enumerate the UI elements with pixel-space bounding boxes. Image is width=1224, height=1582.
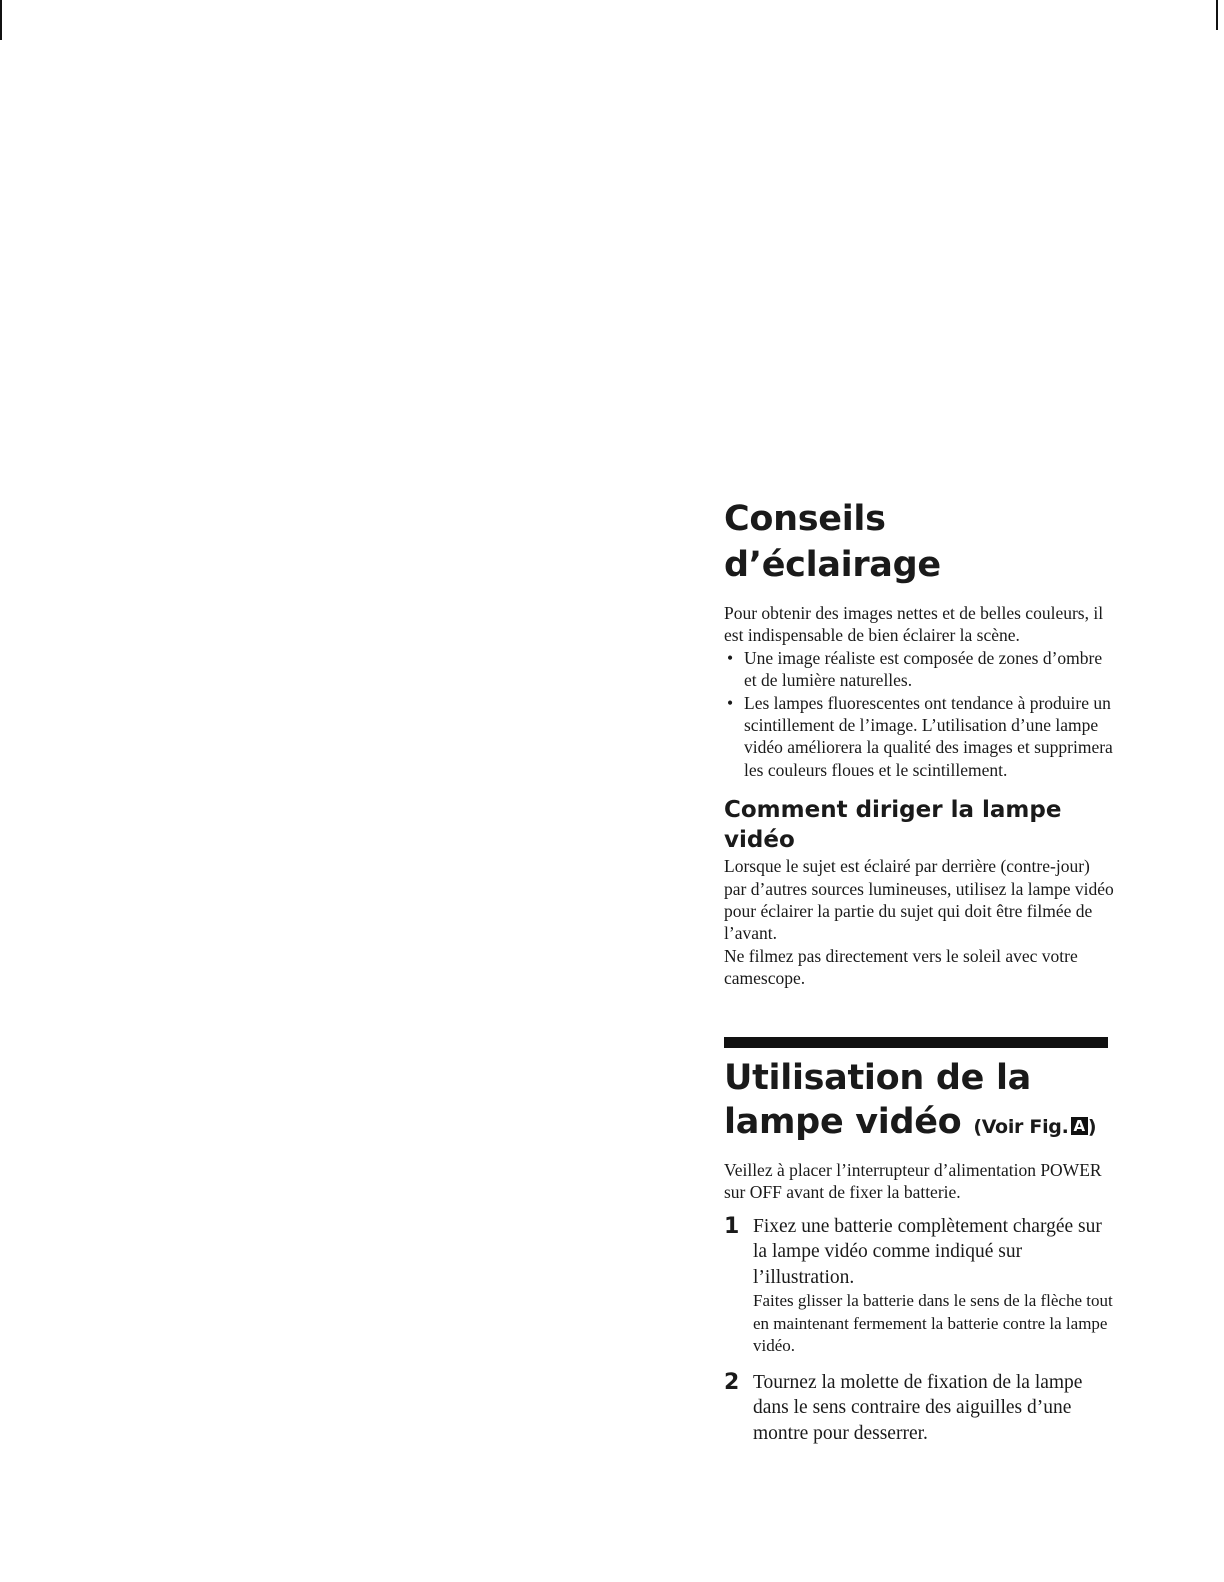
figure-letter-badge: A (1071, 1117, 1088, 1135)
subsection-title-direct-lamp: Comment diriger la lampe vidéo (724, 797, 1062, 854)
steps-list (724, 1214, 1114, 1447)
step-number: 2 (724, 1369, 740, 1395)
section-title-lighting: Conseils d’éclairage (724, 499, 941, 585)
list-item (724, 692, 1114, 782)
list-item (724, 647, 1114, 692)
bullet-text: Une image réaliste est composée de zones d’ombre et de lumière naturelles. (744, 647, 1103, 691)
lighting-intro-paragraph: Pour obtenir des images nettes et de belles couleurs, il est indispensable de bien éclairer la scène. (724, 603, 1104, 646)
lighting-bullet-list (724, 647, 1114, 781)
step-instruction: Fixez une batterie complètement chargée sur la lampe vidéo comme indiqué sur l’illustration. (753, 1215, 1102, 1288)
direct-lamp-paragraph-2: Ne filmez pas directement vers le soleil avec votre camescope. (724, 945, 1078, 989)
figure-reference (973, 1116, 1096, 1138)
power-off-note: Veillez à placer l’interrupteur d’alimentation POWER sur OFF avant de fixer la batterie. (724, 1160, 1102, 1203)
bullet-marker: • (727, 647, 734, 668)
step-number: 1 (724, 1213, 740, 1239)
step-instruction: Tournez la molette de fixation de la lampe dans le sens contraire des aiguilles d’une montre pour desserrer. (753, 1371, 1083, 1444)
bullet-marker: • (727, 692, 734, 713)
step-detail: Faites glisser la batterie dans le sens de la flèche tout en maintenant fermement la batterie contre la lampe vidéo. (753, 1291, 1113, 1356)
bullet-text: Les lampes fluorescentes ont tendance à produire un scintillement de l’image. L’utilisation d’une lampe vidéo améliorera la qualité des images et supprimera les couleurs floues et le scintillement. (744, 692, 1113, 780)
video-lamp-usage-section (724, 1056, 1114, 1458)
lighting-tips-section (724, 496, 1114, 990)
figure-ref-open: (Voir Fig. (973, 1116, 1069, 1138)
direct-lamp-paragraph-1: Lorsque le sujet est éclairé par derrière (contre-jour) par d’autres sources lumineuses, utilisez la lampe vidéo pour éclairer la partie du sujet qui doit être filmée de l’avant. (724, 856, 1114, 944)
figure-ref-close: ) (1087, 1116, 1097, 1138)
section-divider-bar (724, 1037, 1108, 1048)
section-title-video-lamp (724, 1056, 1114, 1149)
step-item (724, 1214, 1114, 1358)
section-title-text: Utilisation de la lampe vidéo (724, 1058, 1031, 1142)
scan-edge-left (0, 0, 2, 40)
step-item (724, 1370, 1114, 1447)
scan-edge-right (1216, 0, 1218, 30)
